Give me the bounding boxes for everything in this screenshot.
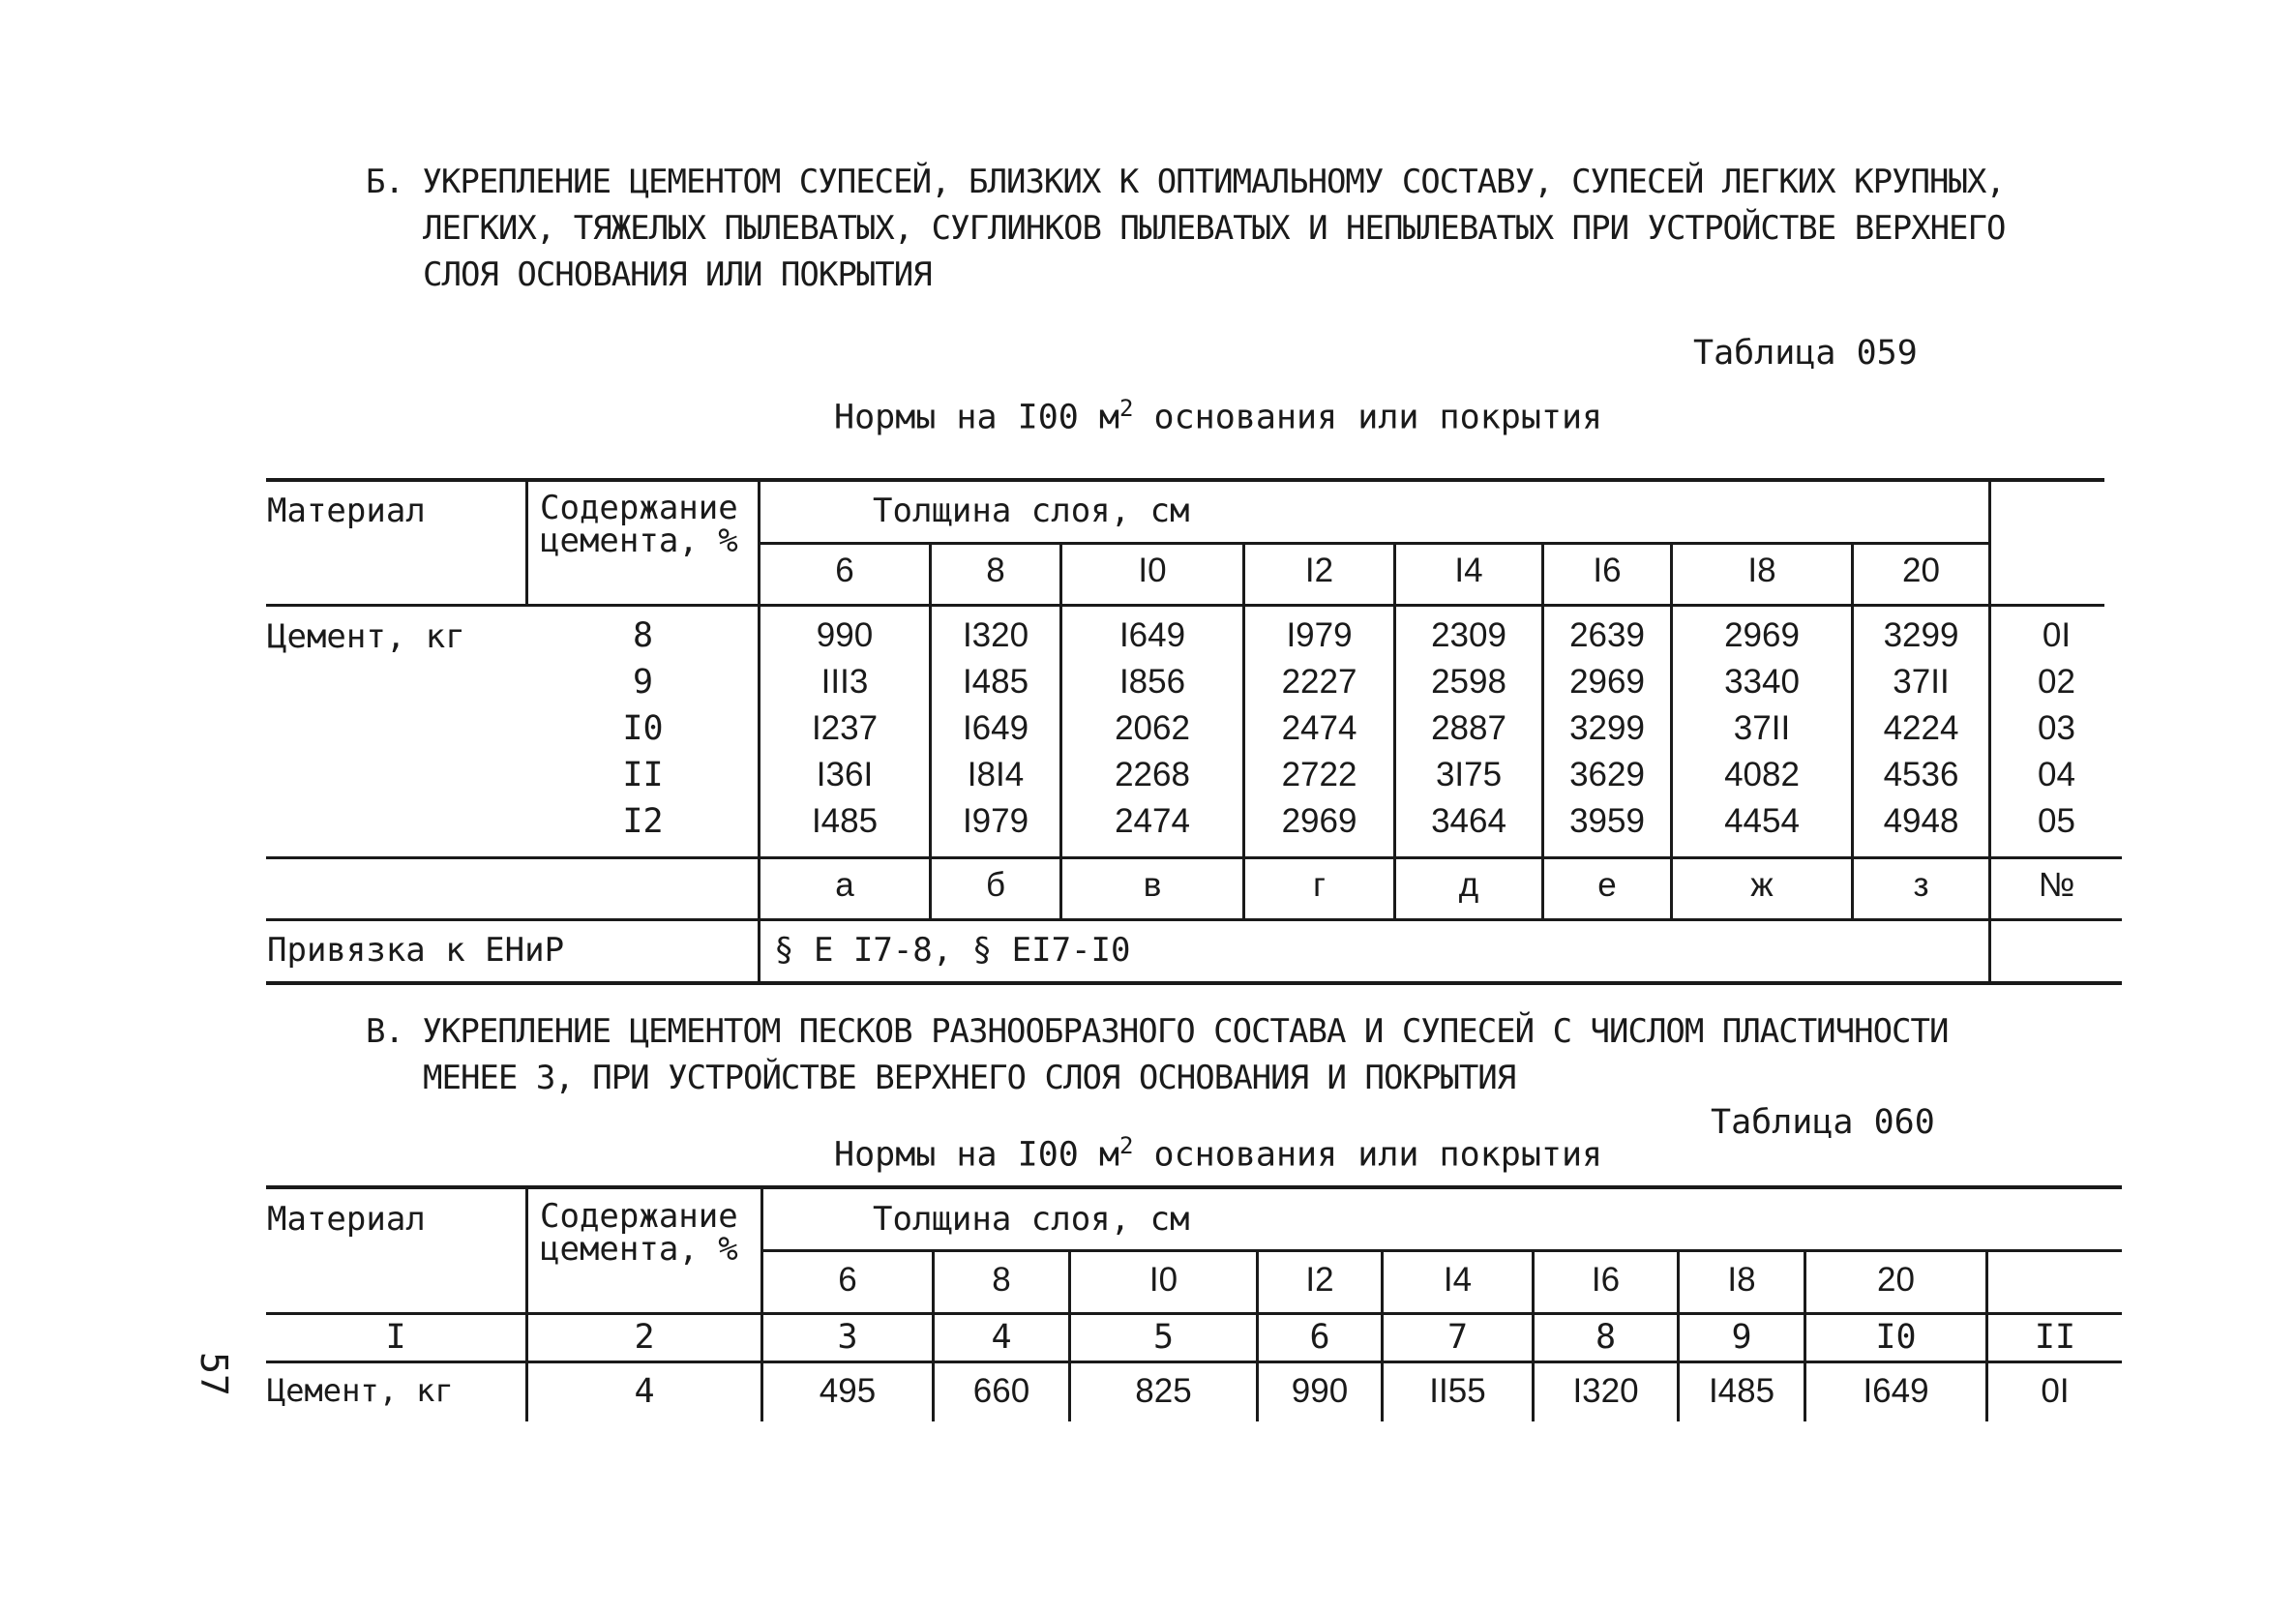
- row-number: 02: [2038, 663, 2075, 701]
- value-cell: III3: [820, 663, 869, 701]
- column-number: 9: [1731, 1318, 1752, 1357]
- caption-text-rest: основания или покрытия: [1133, 1135, 1603, 1175]
- section-b-title-line2: ЛЕГКИХ, ТЯЖЕЛЫХ ПЫЛЕВАТЫХ, СУГЛИНКОВ ПЫЛЕВАТЫХ И НЕПЫЛЕВАТЫХ ПРИ УСТРОЙСТВЕ ВЕРХНЕГО: [423, 209, 2006, 248]
- value-cell: 825: [1135, 1372, 1192, 1410]
- column-number: II: [2034, 1318, 2076, 1357]
- value-cell: 2268: [1115, 756, 1190, 793]
- thickness-col: I0: [1148, 1261, 1178, 1299]
- section-b-title-line1: Б. УКРЕПЛЕНИЕ ЦЕМЕНТОМ СУПЕСЕЙ, БЛИЗКИХ К ОПТИМАЛЬНОМУ СОСТАВУ, СУПЕСЕЙ ЛЕГКИХ КРУПНЫХ,: [366, 163, 2005, 201]
- row-content: 4: [634, 1372, 655, 1411]
- value-cell: 990: [816, 616, 874, 654]
- column-letter: в: [1143, 866, 1162, 904]
- value-cell: II55: [1429, 1372, 1486, 1410]
- value-cell: I649: [962, 709, 1029, 747]
- value-cell: 2474: [1281, 709, 1357, 747]
- thickness-col: I4: [1443, 1261, 1473, 1299]
- column-letter: г: [1313, 866, 1326, 904]
- header-thickness: Толщина слоя, см: [873, 1200, 1190, 1239]
- page-number: 57: [192, 1352, 235, 1396]
- value-cell: I649: [1118, 616, 1186, 654]
- value-cell: I485: [811, 802, 879, 840]
- value-cell: I979: [962, 802, 1029, 840]
- value-cell: 37II: [1733, 709, 1791, 747]
- header-content-line2: цемента, %: [540, 522, 738, 560]
- header-thickness: Толщина слоя, см: [873, 492, 1190, 530]
- section-b-title-line3: СЛОЯ ОСНОВАНИЯ ИЛИ ПОКРЫТИЯ: [423, 255, 932, 294]
- column-number: 6: [1309, 1318, 1330, 1357]
- thickness-col: 20: [1902, 552, 1940, 589]
- value-cell: 2474: [1115, 802, 1190, 840]
- value-cell: I320: [962, 616, 1029, 654]
- value-cell: 3299: [1883, 616, 1959, 654]
- column-number: 7: [1446, 1318, 1469, 1357]
- value-cell: 2722: [1281, 756, 1357, 793]
- column-number: 2: [634, 1318, 655, 1357]
- value-cell: I36I: [816, 756, 874, 793]
- section-c-title-line2: МЕНЕЕ 3, ПРИ УСТРОЙСТВЕ ВЕРХНЕГО СЛОЯ ОСНОВАНИЯ И ПОКРЫТИЯ: [423, 1059, 1516, 1097]
- caption-superscript: 2: [1119, 1132, 1134, 1159]
- thickness-col: 20: [1877, 1261, 1915, 1299]
- row-content: 8: [632, 616, 654, 655]
- value-cell: 4454: [1724, 802, 1800, 840]
- row-number: 0I: [2041, 1372, 2070, 1410]
- value-cell: 37II: [1893, 663, 1950, 701]
- caption-text: Нормы на I00 м: [834, 398, 1120, 437]
- value-cell: I485: [962, 663, 1029, 701]
- value-cell: I649: [1863, 1372, 1929, 1410]
- row-number: 03: [2038, 709, 2075, 747]
- column-letter: з: [1913, 866, 1929, 904]
- column-number: 4: [991, 1318, 1012, 1357]
- caption-text: Нормы на I00 м: [834, 1135, 1120, 1175]
- column-number: 5: [1152, 1318, 1175, 1357]
- value-cell: 3629: [1569, 756, 1645, 793]
- value-cell: 2969: [1569, 663, 1645, 701]
- column-letter-number: №: [2038, 866, 2075, 904]
- value-cell: 3464: [1431, 802, 1506, 840]
- value-cell: 4224: [1883, 709, 1959, 747]
- thickness-col: I2: [1304, 552, 1334, 589]
- value-cell: 495: [819, 1372, 877, 1410]
- caption-text-rest: основания или покрытия: [1133, 398, 1603, 437]
- header-content-line1: Содержание: [540, 489, 738, 527]
- section-c-title-line1: В. УКРЕПЛЕНИЕ ЦЕМЕНТОМ ПЕСКОВ РАЗНООБРАЗНОГО СОСТАВА И СУПЕСЕЙ С ЧИСЛОМ ПЛАСТИЧНОСТИ: [366, 1012, 1949, 1051]
- row-number: 04: [2038, 756, 2075, 793]
- row-content: 9: [632, 663, 654, 702]
- row-content: I0: [622, 709, 664, 748]
- value-cell: 4948: [1883, 802, 1959, 840]
- value-cell: 2227: [1281, 663, 1357, 701]
- value-cell: I8I4: [967, 756, 1025, 793]
- binding-value: § Е I7-8, § ЕI7-I0: [774, 931, 1131, 970]
- thickness-col: I8: [1747, 552, 1776, 589]
- column-letter: а: [835, 866, 854, 904]
- value-cell: 2639: [1569, 616, 1645, 654]
- column-letter: б: [985, 866, 1006, 904]
- table-060-label: Таблица 060: [1711, 1103, 1935, 1142]
- value-cell: 3340: [1724, 663, 1800, 701]
- thickness-col: I4: [1454, 552, 1483, 589]
- thickness-col: 6: [835, 552, 854, 589]
- caption-superscript: 2: [1119, 395, 1134, 422]
- header-content-line2: цемента, %: [540, 1230, 738, 1269]
- value-cell: I237: [811, 709, 879, 747]
- binding-label: Привязка к ЕНиР: [267, 931, 565, 970]
- value-cell: 990: [1291, 1372, 1349, 1410]
- column-letter: д: [1458, 866, 1479, 904]
- material-name: Цемент, кг: [267, 617, 465, 656]
- material-name: Цемент, кг: [267, 1372, 454, 1409]
- header-material: Материал: [267, 492, 426, 530]
- value-cell: 660: [972, 1372, 1030, 1410]
- row-number: 05: [2038, 802, 2075, 840]
- value-cell: 3959: [1569, 802, 1645, 840]
- column-number: 3: [837, 1318, 858, 1357]
- column-letter: е: [1597, 866, 1617, 904]
- column-number: I: [385, 1318, 406, 1357]
- value-cell: I979: [1286, 616, 1353, 654]
- column-number: 8: [1595, 1318, 1617, 1357]
- value-cell: I856: [1118, 663, 1186, 701]
- header-content-line1: Содержание: [540, 1197, 738, 1236]
- header-content: [540, 489, 738, 560]
- column-number: I0: [1875, 1318, 1917, 1357]
- header-content: [540, 1197, 738, 1269]
- value-cell: 2598: [1431, 663, 1506, 701]
- table-059-caption: [834, 395, 1602, 437]
- thickness-col: I0: [1138, 552, 1167, 589]
- table-059-label: Таблица 059: [1693, 334, 1918, 373]
- value-cell: I320: [1572, 1372, 1639, 1410]
- value-cell: 2062: [1115, 709, 1190, 747]
- thickness-col: I2: [1305, 1261, 1334, 1299]
- thickness-col: 8: [992, 1261, 1011, 1299]
- value-cell: 2309: [1431, 616, 1506, 654]
- value-cell: 2887: [1431, 709, 1506, 747]
- header-material: Материал: [267, 1200, 426, 1239]
- thickness-col: I8: [1727, 1261, 1756, 1299]
- thickness-col: I6: [1591, 1261, 1621, 1299]
- thickness-col: 6: [838, 1261, 857, 1299]
- value-cell: 3299: [1569, 709, 1645, 747]
- table-060-caption: [834, 1132, 1602, 1175]
- row-content: I2: [622, 802, 664, 841]
- value-cell: 4082: [1724, 756, 1800, 793]
- thickness-col: 8: [986, 552, 1005, 589]
- value-cell: 3I75: [1435, 756, 1503, 793]
- row-number: 0I: [2042, 616, 2072, 654]
- value-cell: 2969: [1724, 616, 1800, 654]
- value-cell: 2969: [1281, 802, 1357, 840]
- value-cell: 4536: [1883, 756, 1959, 793]
- column-letter: ж: [1750, 866, 1774, 904]
- value-cell: I485: [1708, 1372, 1775, 1410]
- thickness-col: I6: [1593, 552, 1622, 589]
- row-content: II: [622, 756, 664, 794]
